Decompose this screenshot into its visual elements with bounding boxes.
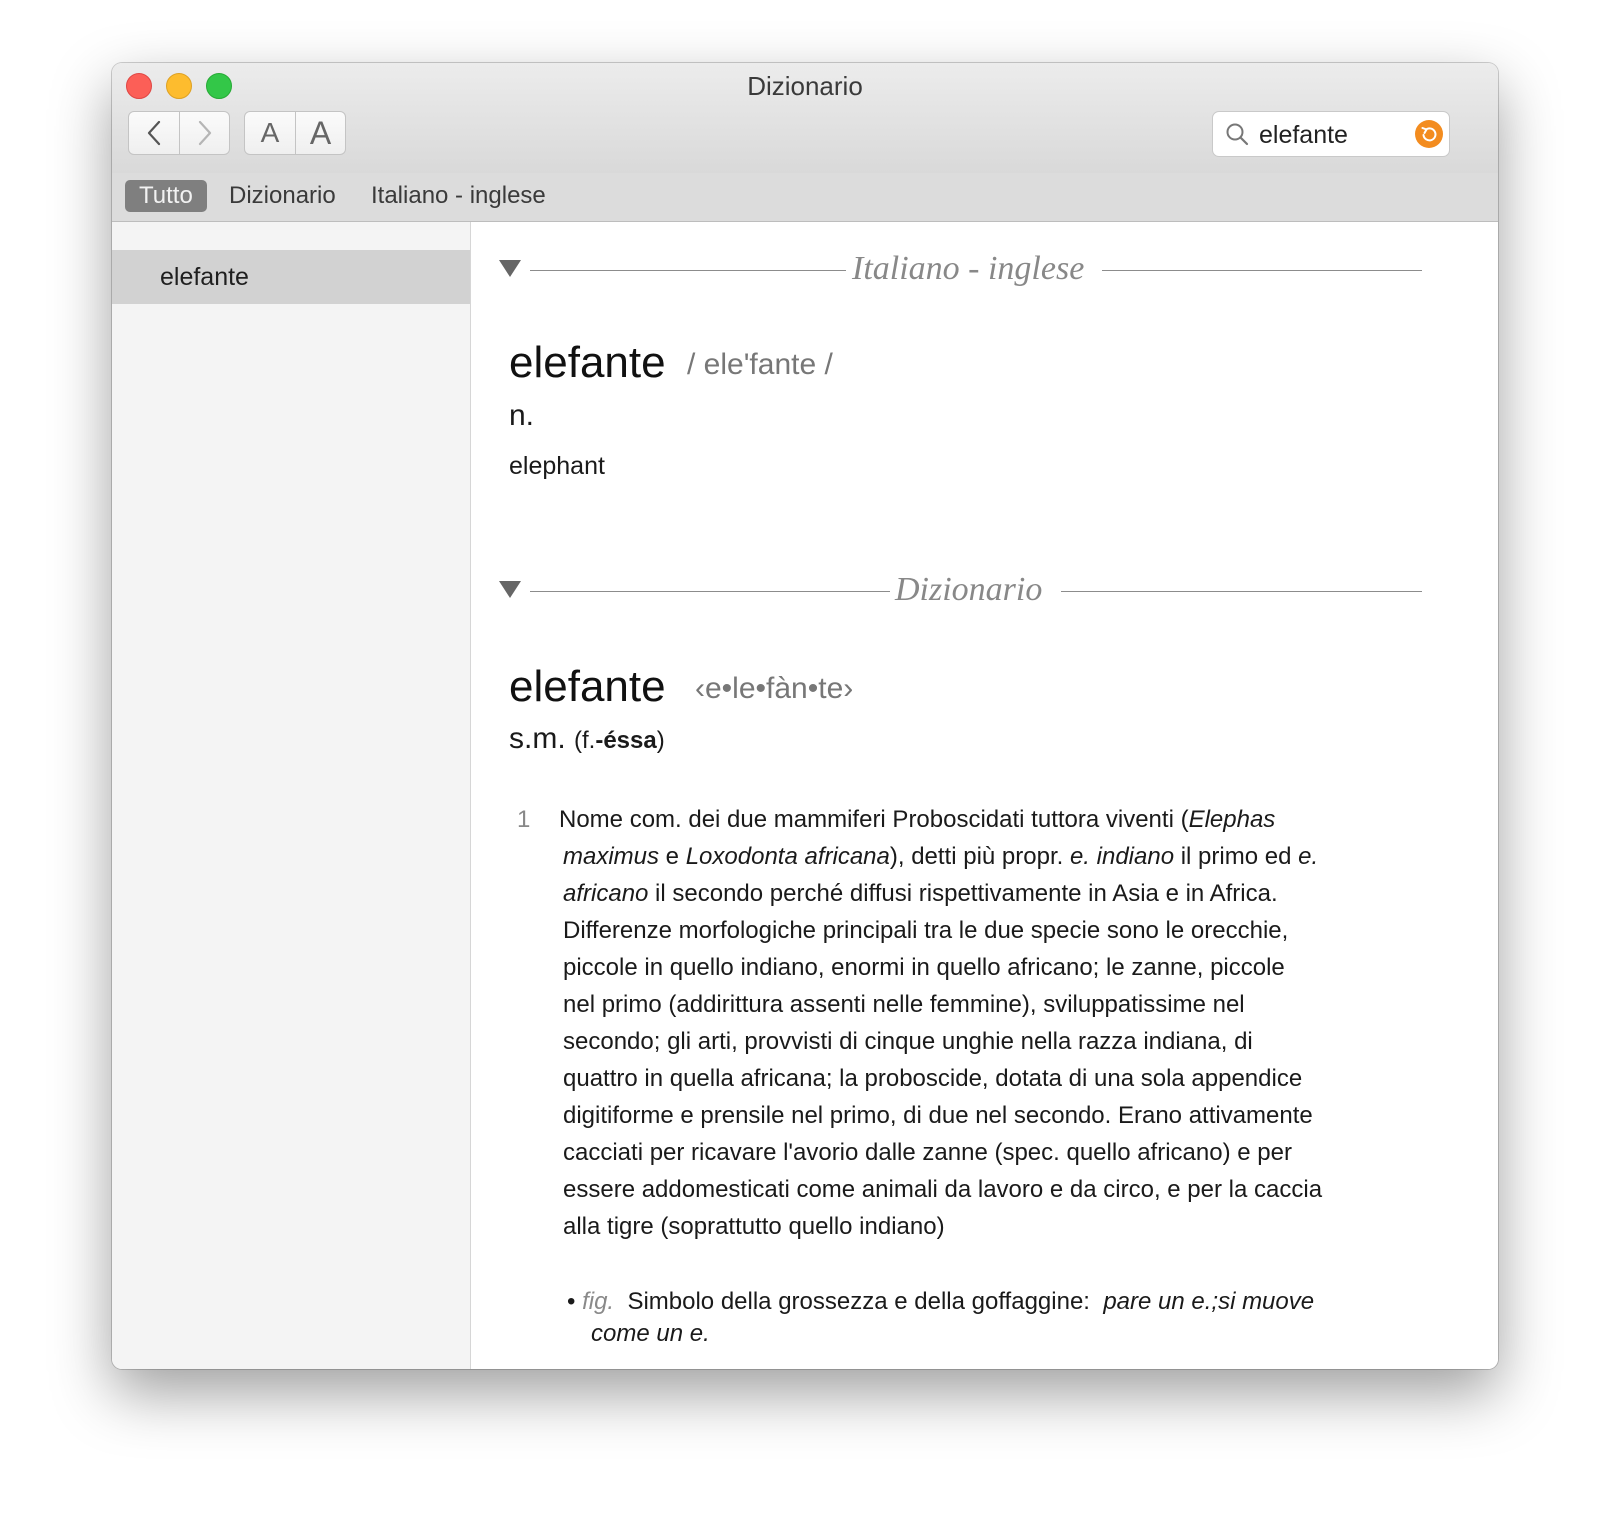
text: piccole in quello indiano, enormi in quello africano; le zanne, piccole <box>563 954 1285 981</box>
text: alla tigre (soprattutto quello indiano) <box>563 1213 945 1240</box>
tab-tutto[interactable]: Tutto <box>125 180 207 212</box>
text: e <box>659 843 686 870</box>
text: quattro in quella africana; la proboscide, dotata di una sola appendice <box>563 1065 1303 1092</box>
definition-line <box>563 986 1413 1023</box>
definition-line <box>563 1097 1413 1134</box>
title-bar <box>112 63 1498 174</box>
translation: elephant <box>509 452 605 480</box>
text: cacciati per ricavare l'avorio dalle zanne (spec. quello africano) e per <box>563 1139 1292 1166</box>
usage-example-continued: come un e. <box>591 1320 710 1347</box>
italic-text: e. indiano <box>1069 843 1175 870</box>
definition-line <box>559 801 1413 838</box>
text: Nome com. dei due mammiferi Proboscidati tuttora viventi ( <box>559 806 1189 833</box>
divider <box>1061 591 1422 592</box>
italic-text: e. <box>1298 843 1319 870</box>
disclosure-triangle-icon[interactable] <box>499 581 521 598</box>
section-header-dizionario <box>499 571 1424 611</box>
text: nel primo (addirittura assenti nelle femmine), sviluppatissime nel <box>563 991 1245 1018</box>
sidebar-item-elefante[interactable]: elefante <box>112 250 470 304</box>
results-sidebar <box>112 222 471 1369</box>
section-title: Italiano - inglese <box>852 250 1085 287</box>
text: il secondo perché diffusi rispettivamente in Asia e in Africa. <box>648 880 1278 907</box>
italic-text: Loxodonta africana <box>685 843 890 870</box>
headword: elefante <box>509 338 666 387</box>
pronunciation: / ele'fante / <box>687 348 833 381</box>
search-icon <box>1225 122 1249 146</box>
usage-example: pare un e.;si muove <box>1103 1288 1315 1315</box>
definition-line <box>563 1060 1413 1097</box>
definition-line <box>563 838 1413 875</box>
search-field[interactable] <box>1212 111 1450 157</box>
chevron-right-icon <box>197 120 213 146</box>
definition-line <box>563 1171 1413 1208</box>
definition-line <box>563 949 1413 986</box>
divider <box>530 591 890 592</box>
definition-line <box>563 875 1413 912</box>
dictionary-window <box>112 63 1498 1369</box>
back-button[interactable] <box>128 111 180 155</box>
forward-button[interactable] <box>180 111 230 155</box>
text: digitiforme e prensile nel primo, di due nel secondo. Erano attivamente <box>563 1102 1313 1129</box>
text: essere addomesticati come animali da lavoro e da circo, e per la caccia <box>563 1176 1323 1203</box>
tab-italiano-inglese[interactable]: Italiano - inglese <box>371 182 546 209</box>
italic-text: africano <box>563 880 649 907</box>
section-header-italiano-inglese <box>499 250 1424 290</box>
gender-open: (f. <box>574 727 596 754</box>
text: secondo; gli arti, provvisti di cinque unghie nella razza indiana, di <box>563 1028 1253 1055</box>
tab-dizionario[interactable]: Dizionario <box>229 182 336 209</box>
italic-text: Elephas <box>1188 806 1276 833</box>
definition-line <box>563 1208 1413 1245</box>
feminine-form: -éssa <box>595 727 657 754</box>
divider <box>1102 270 1422 271</box>
divider <box>530 270 846 271</box>
register-label: fig. <box>582 1288 615 1315</box>
text: ), detti più propr. <box>889 843 1070 870</box>
subsense-line <box>567 1288 1314 1316</box>
definition-line <box>563 1023 1413 1060</box>
syllabification: ‹e•le•fàn•te› <box>695 672 854 705</box>
window-title: Dizionario <box>747 71 863 101</box>
sense-definition <box>559 801 1413 1245</box>
text: il primo ed <box>1174 843 1299 870</box>
part-of-speech: n. <box>509 399 535 432</box>
search-input[interactable]: elefante <box>1259 121 1348 149</box>
disclosure-triangle-icon[interactable] <box>499 260 521 277</box>
italic-text: maximus <box>563 843 660 870</box>
bullet: • <box>567 1288 576 1315</box>
revert-arrow-icon <box>1420 125 1438 143</box>
definition-pane <box>471 222 1498 1369</box>
gender-close: ) <box>656 727 665 754</box>
grammar-line <box>509 722 665 756</box>
headword: elefante <box>509 662 666 711</box>
sense-number: 1 <box>517 806 531 833</box>
part-of-speech: s.m. <box>509 722 566 755</box>
decrease-font-button[interactable]: A <box>244 111 296 155</box>
definition-line <box>563 912 1413 949</box>
chevron-left-icon <box>146 120 162 146</box>
text: Differenze morfologiche principali tra le due specie sono le orecchie, <box>563 917 1289 944</box>
definition-line <box>563 1134 1413 1171</box>
scope-bar <box>112 173 1498 222</box>
increase-font-button[interactable]: A <box>296 111 346 155</box>
section-title: Dizionario <box>895 571 1043 608</box>
subsense-text: Simbolo della grossezza e della goffaggine: <box>627 1288 1090 1315</box>
clear-search-button[interactable] <box>1415 120 1443 148</box>
